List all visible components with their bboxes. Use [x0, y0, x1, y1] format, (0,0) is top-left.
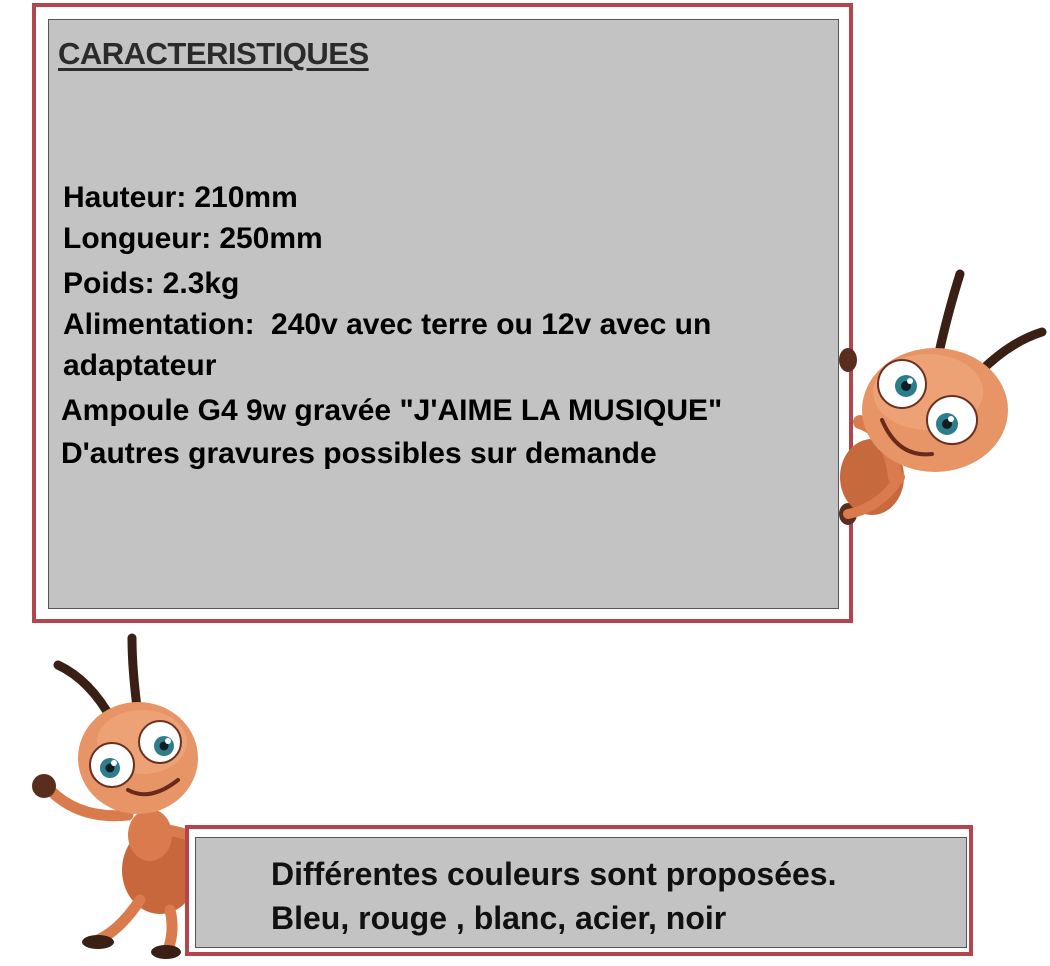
spec-value: 240v avec terre ou 12v avec un adaptateur — [63, 308, 712, 382]
spec-row-length — [63, 218, 823, 259]
spec-row-power — [63, 304, 823, 386]
specs-title: CARACTERISTIQUES — [58, 36, 369, 71]
spec-label: Poids: — [63, 267, 155, 300]
spec-row-weight — [63, 263, 823, 304]
bulb-info — [61, 389, 722, 475]
spec-value: 210mm — [194, 181, 298, 214]
specs-panel — [48, 19, 839, 609]
colors-line-2: Bleu, rouge , blanc, acier, noir — [271, 900, 727, 936]
spec-label: Alimentation: — [63, 308, 255, 341]
engraving-line: D'autres gravures possibles sur demande — [61, 437, 657, 470]
colors-text — [271, 852, 836, 940]
colors-panel — [195, 837, 967, 948]
bulb-line: Ampoule G4 9w gravée "J'AIME LA MUSIQUE" — [61, 394, 723, 427]
spec-row-height — [63, 177, 823, 218]
colors-line-1: Différentes couleurs sont proposées. — [271, 856, 837, 892]
ant-mascot-right-icon — [820, 262, 1050, 542]
spec-value: 250mm — [219, 222, 323, 255]
specs-panel-frame — [32, 3, 853, 623]
spec-label: Hauteur: — [63, 181, 187, 214]
colors-panel-frame — [185, 825, 973, 956]
specs-list — [63, 177, 823, 386]
spec-label: Longueur: — [63, 222, 212, 255]
spec-value: 2.3kg — [162, 267, 240, 300]
